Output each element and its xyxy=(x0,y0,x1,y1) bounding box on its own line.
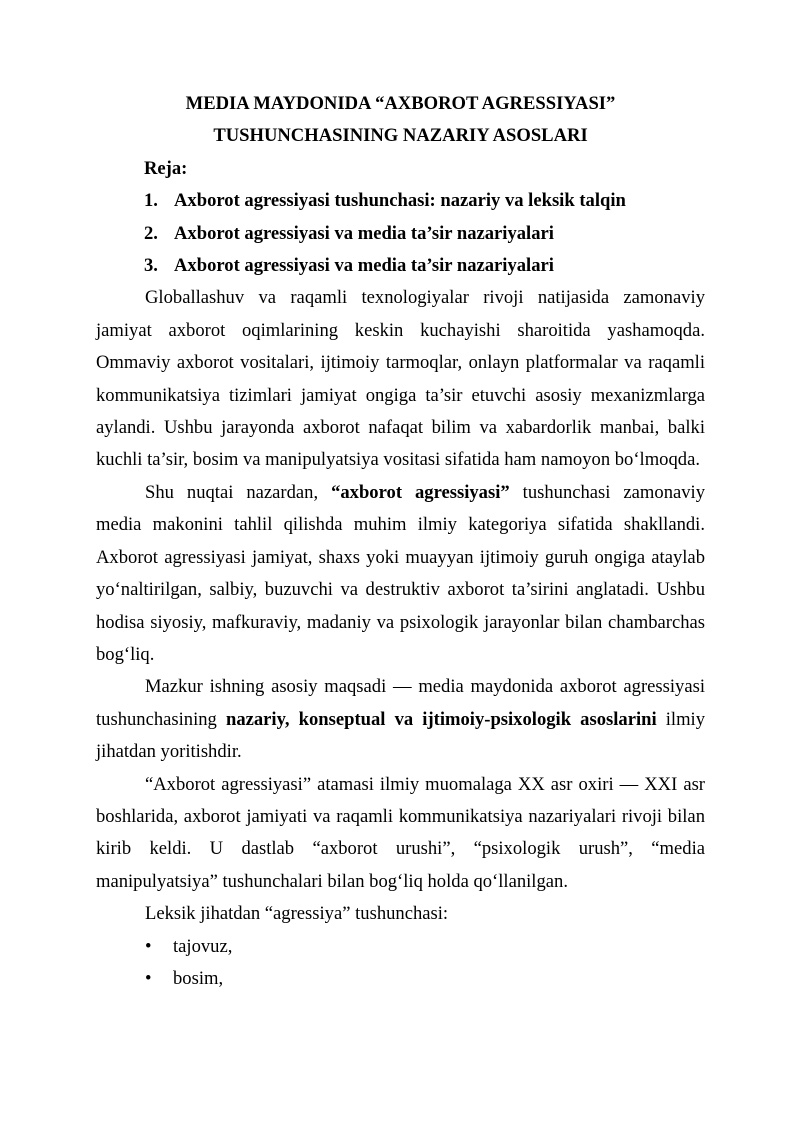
title-line-1: MEDIA MAYDONIDA “AXBOROT AGRESSIYASI” xyxy=(185,93,616,114)
plan-item-label: Axborot agressiyasi va media ta’sir nazariyalari xyxy=(174,255,554,277)
bullet-list xyxy=(96,931,705,996)
plan-item-number: 2. xyxy=(144,222,158,244)
body-paragraph: Leksik jihatdan “agressiya” tushunchasi: xyxy=(145,903,449,925)
body-paragraph: Shu nuqtai nazardan, “axborot agressiyasi” tushunchasi zamonaviy media makonini tahlil qilishda muhim ilmiy kategoriya sifatida shakllandi. Axborot agressiyasi jamiyat, shaxs yoki muayyan ijtimoiy guruh ongiga ataylab yo‘naltirilgan, salbiy, buzuvchi va destruktiv axborot ta’sirini anglatadi. Ushbu hodisa siyosiy, mafkuraviy, madaniy va psixologik jarayonlar bilan chambarchas bog‘liq. xyxy=(96,481,705,665)
document-title xyxy=(96,88,705,153)
plan-item xyxy=(96,250,705,282)
list-item xyxy=(96,931,705,963)
plan-heading: Reja: xyxy=(144,157,188,179)
plan-item-label: Axborot agressiyasi tushunchasi: nazariy va leksik talqin xyxy=(174,190,626,212)
plan-item xyxy=(96,218,705,250)
body-paragraph: Mazkur ishning asosiy maqsadi — media maydonida axborot agressiyasi tushunchasining nazariy, konseptual va ijtimoiy-psixologik asoslarini ilmiy jihatdan yoritishdir. xyxy=(96,676,706,763)
title-line-2: TUSHUNCHASINING NAZARIY ASOSLARI xyxy=(213,125,588,147)
bullet-item-label: bosim, xyxy=(173,967,224,989)
plan-item xyxy=(96,185,705,217)
bullet-icon: • xyxy=(145,967,152,989)
list-item xyxy=(96,963,705,995)
plan-list xyxy=(96,185,705,282)
body-paragraph: “Axborot agressiyasi” atamasi ilmiy muomalaga XX asr oxiri — XXI asr boshlarida, axborot jamiyati va raqamli kommunikatsiya nazariyalari rivoji bilan kirib keldi. U dastlab “axborot urushi”, “psixologik urush”, “media manipulyatsiya” tushunchalari bilan bog‘liq holda qo‘llanilgan. xyxy=(96,773,705,892)
bullet-item-label: tajovuz, xyxy=(173,935,233,957)
plan-item-number: 3. xyxy=(144,255,158,277)
bullet-icon: • xyxy=(145,935,152,957)
body-paragraph: Globallashuv va raqamli texnologiyalar rivoji natijasida zamonaviy jamiyat axborot oqimlarining keskin kuchayishi sharoitida yashamoqda. Ommaviy axborot vositalari, ijtimoiy tarmoqlar, onlayn platformalar va raqamli kommunikatsiya tizimlari jamiyat ongiga ta’sir etuvchi asosiy mexanizmlarga aylandi. Ushbu jarayonda axborot nafaqat bilim va xabardorlik manbai, balki kuchli ta’sir, bosim va manipulyatsiya vositasi sifatida ham namoyon bo‘lmoqda. xyxy=(96,287,705,471)
plan-item-label: Axborot agressiyasi va media ta’sir nazariyalari xyxy=(174,222,554,244)
plan-item-number: 1. xyxy=(144,190,158,212)
